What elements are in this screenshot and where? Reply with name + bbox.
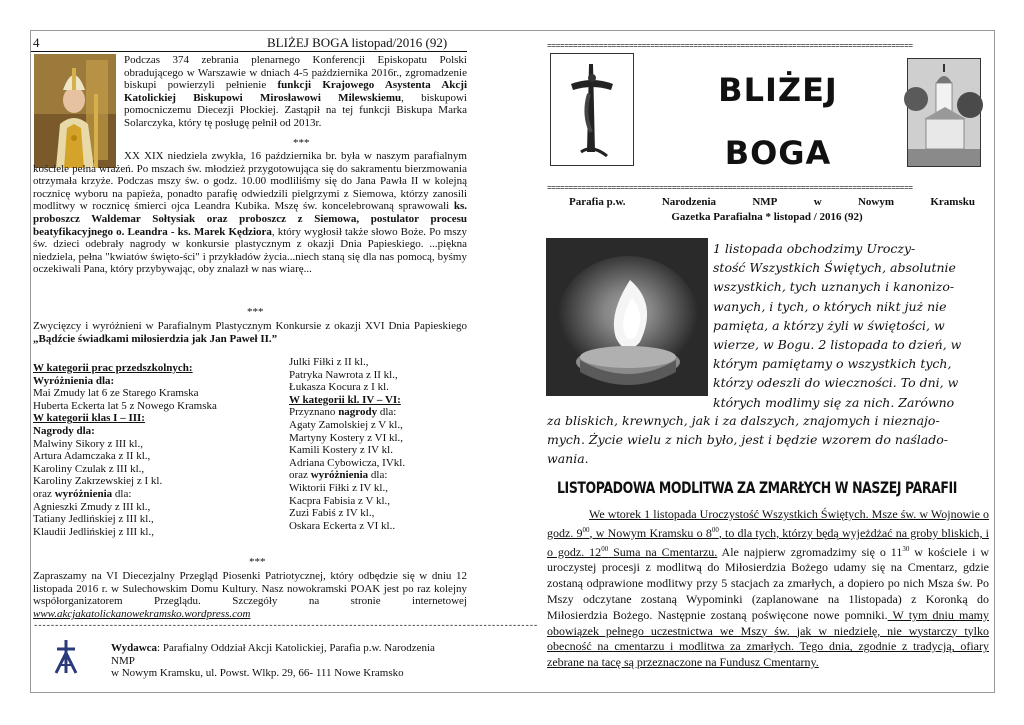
- publisher-line-1: : Parafialny Oddział Akcji Katolickiej, Parafia p.w. Narodzenia NMP: [111, 642, 435, 667]
- masthead-rule-top: =====================================================================================: [547, 42, 913, 51]
- contest-intro-text: Zwycięzcy i wyróżnieni w Parafialnym Plastycznym Konkursie z okazji XVI Dnia Papieskiego: [33, 320, 467, 332]
- handwritten-line: wanych, i tych, o których nikt już nie: [713, 298, 947, 314]
- newsletter-sheet: [30, 30, 995, 693]
- akcja-katolicka-logo: [53, 639, 79, 675]
- winner-line: Klaudii Jedlińskiej z III kl.,: [33, 525, 154, 538]
- parish-word: w: [813, 196, 822, 208]
- website-link[interactable]: www.akcjakatolickanowekramsko.wordpress.com: [33, 607, 251, 620]
- sunday-article-bold: ks. proboszcz Waldemar Sołtysiak oraz proboszcz z Siemowa, postulator procesu beatyfikacyjnego o. Leandra - ks. Marek Kędziora: [33, 200, 467, 238]
- parish-word: Narodzenia: [661, 196, 717, 208]
- separator-stars-2: ***: [247, 306, 264, 318]
- winner-line: Karoliny Zakrzewskiej z I kl.: [33, 475, 163, 488]
- handwritten-line: za bliskich, krewnych, jak i za dalszych, znajomych i nieznajo-: [547, 413, 940, 428]
- winner-line: Przyznano nagrody dla:: [289, 406, 397, 419]
- masthead-title-line-1: BLIŻEJ: [718, 71, 838, 109]
- parish-word: NMP: [752, 196, 778, 208]
- prayer-heading: LISTOPADOWA MODLITWA ZA ZMARŁYCH W NASZEJ PARAFII: [557, 478, 958, 497]
- masthead-title-line-2: BOGA: [724, 134, 832, 172]
- prayer-article-gather: Ale najpierw zgromadzimy się o 11: [717, 544, 903, 559]
- handwritten-line: wania.: [547, 451, 589, 467]
- handwritten-line: którym pamiętamy o wszystkich tych,: [713, 356, 952, 372]
- winners-column-1: [33, 362, 273, 538]
- sunday-article-text-1: XX XIX niedziela zwykła, 16 października br. była w naszym parafialnym kościele pełna wrażeń. Po mszach św. młodzież przygotowująca się do sakramentu bierzmowania otrzymała krzyże. Podczas mszy św. o godz. 10.00 modliliśmy się do Jana Pawła II w kolejną rocznicę wyboru na papieża, ponadto parafię odwiedzili pielgrzymi z Siemowa, którzy zanosili modlitwy w rocznicę śmierci ojca Leandra Kubika. Mszę św. koncelebrowaną sprawowali: [33, 150, 467, 213]
- dashed-rule: ------------------------------------------------------------------------------------------------------------------------: [33, 621, 538, 631]
- winner-line: oraz wyróżnienia dla:: [33, 487, 132, 500]
- page-number: 4: [33, 35, 40, 50]
- parish-line: [569, 196, 975, 208]
- contest-intro: [33, 320, 467, 345]
- publisher-label: Wydawca: [111, 642, 158, 654]
- handwritten-line: wszystkich, tych uznanych i kanonizo-: [713, 279, 955, 295]
- sunday-article: [33, 150, 467, 276]
- header-rule: [31, 51, 467, 52]
- handwritten-line: którzy odeszli do wieczności. To dni, w: [713, 375, 959, 391]
- running-header: BLIŻEJ BOGA listopad/2016 (92): [267, 35, 448, 50]
- sunday-article-text-2: , który wygłosił także słowo Boże. Po mszy św. dzieci odebrały nagrody w konkursie plastycznym z okazji Dnia Papieskiego. ...piękna niedziela, pełna "kwiatów święto-ści" i przykładów życia...niech staną się dla nas pomocą, byśmy oczekiwali Pana, który przybywając, oby znalazł w nas wiarę...: [33, 225, 467, 276]
- bishop-article-text-2: , biskupowi pomocniczemu Diecezji Płockiej. Zastąpił na tej funkcji Biskupa Marka Solarczyka, który tę posługę pełnił od 2013r.: [124, 91, 467, 129]
- publisher-line-2: w Nowym Kramsku, ul. Powst. Wlkp. 29, 66- 111 Nowe Kramsko: [111, 667, 404, 680]
- gazette-line: Gazetka Parafialna * listopad / 2016 (92): [671, 211, 863, 223]
- winner-line: Martyny Kostery z VI kl.,: [289, 431, 404, 444]
- winner-line: Wiktorii Fiłki z IV kl.,: [289, 481, 388, 494]
- parish-word: Nowym: [857, 196, 895, 208]
- winner-line: Mai Zmudy lat 6 ze Starego Kramska: [33, 387, 199, 400]
- parish-word: Kramsku: [930, 196, 975, 208]
- winner-line: Łukasza Kocura z I kl.: [289, 381, 389, 394]
- masthead-rule-bottom: =====================================================================================: [547, 184, 913, 193]
- winner-line: Adriana Cybowicza, IVkl.: [289, 456, 406, 469]
- prayer-article-intro: We wtorek 1 listopada Uroczystość Wszystkich Świętych. Msze św. w Wojnowie o godz. $9^{00}$, w Nowym Kramsku o $8^{00}$, to dla tych, którzy będą wyjeżdżać na groby bliskich, i o godz. $12^{00}$ Suma na Cmentarzu.: [547, 507, 990, 559]
- winner-line: W kategorii kl. IV – VI:: [289, 393, 401, 406]
- separator-stars-3: ***: [249, 556, 266, 568]
- bishop-article-text-1: Podczas 374 zebrania plenarnego Konferencji Episkopatu Polski obradującego w Warszawie w dniach 4-5 października 2016r., zgromadzenie biskupi powierzyli pełnienie: [124, 54, 467, 92]
- prayer-article: We wtorek 1 listopada Uroczystość Wszystkich Świętych. Msze św. w Wojnowie o godz. $9^{00}$, w Nowym Kramsku o $8^{00}$, to dla tych, którzy będą wyjeżdżać na groby bliskich, i o godz. $12^{00}$ Suma na Cmentarzu. Ale najpierw zgromadzimy się o $11^{30}$ w kościele i w uroczystej procesji z modlitwą do Miłosierdzia Bożego udamy się na Cmentarz, gdzie zostaną odprawione modlitwy przy 5 stacjach za zmarłych, a dopiero po nich Msza św. Po Mszy odczytane zostaną Wypominki (zaplanowane na 1listopada) z Koronką do Miłosierdzia Bożego. Następnie zostaną poświęcone nowe pomniki. W tym dniu mamy obowiązek pełnego uczestnictwa we Mszy św. jak w niedzielę, nie wystarczy tylko obecność na cmentarzu i modlitwa za zmarłych. Tego dnia, zgodnie z tradycją, ofiary zebrane na tacę są przeznaczone na Fundusz Cmentarny.: [547, 507, 990, 670]
- winner-line: Agaty Zamolskiej z V kl.,: [289, 418, 403, 431]
- winner-line: Tatiany Jedlińskiej z III kl.,: [33, 513, 154, 526]
- separator-stars-1: ***: [293, 137, 310, 149]
- parish-word: Parafia p.w.: [569, 196, 626, 208]
- winner-line: W kategorii prac przedszkolnych:: [33, 362, 193, 374]
- winner-line: Artura Adamczaka z II kl.,: [33, 450, 151, 463]
- all-saints-handwritten-right: [713, 239, 991, 412]
- winner-line: oraz wyróżnienia dla:: [289, 469, 388, 482]
- winner-line: Nagrody dla:: [33, 424, 95, 437]
- bishop-article-bold: funkcji Krajowego Asystenta Akcji Katolickiej Biskupowi Mirosławowi Milewskiemu: [124, 79, 468, 104]
- winner-line: Malwiny Sikory z III kl.,: [33, 437, 143, 450]
- handwritten-line: stość Wszystkich Świętych, absolutnie: [713, 260, 956, 276]
- winner-line: W kategorii klas I – III:: [33, 412, 145, 425]
- candle-photo: [546, 238, 708, 396]
- winner-line: Patryka Nawrota z II kl.,: [289, 368, 398, 381]
- handwritten-line: 1 listopada obchodzimy Uroczy-: [713, 241, 916, 256]
- winner-line: Oskara Eckerta z VI kl..: [289, 519, 396, 532]
- church-image: [907, 58, 981, 167]
- prayer-article-body: w kościele i w uroczystej procesji z modlitwą do Miłosierdzia Bożego udamy się na Cmentarz, gdzie zostaną odprawione modlitwy przy 5 stacjach za zmarłych, a dopiero po nich Msza św. Po Mszy odczytane zostaną Wypominki (zaplanowane na 1listopada) z Koronką do Miłosierdzia Bożego. Następnie zostaną poświęcone nowe pomniki.: [547, 544, 990, 622]
- all-saints-handwritten-full: [547, 411, 991, 469]
- bishop-article: [124, 54, 467, 130]
- contest-title: „Bądźcie świadkami miłosierdzia jak Jan Paweł II.”: [33, 332, 278, 345]
- handwritten-line: których modlimy się za nich. Zarówno: [713, 394, 955, 410]
- winner-line: Agnieszki Zmudy z III kl.,: [33, 500, 151, 513]
- prayer-article-obligation: W tym dniu mamy obowiązek pełnego uczestnictwa we Mszy św. jak w niedzielę, nie wystarczy tylko obecność na cmentarzu i modlitwa za zmarłych. Tego dnia, zgodnie z tradycją, ofiary zebrane na tacę są przeznaczone na Fundusz Cmentarny.: [547, 607, 990, 670]
- winner-line: Kacpra Fabisia z V kl.,: [289, 494, 391, 507]
- winner-line: Zuzi Fabiś z IV kl.,: [289, 507, 375, 520]
- handwritten-line: mych. Życie wielu z nich było, jest i będzie wzorem do naślado-: [547, 432, 949, 448]
- handwritten-line: pamięta, a którzy żyli w świętości, w: [713, 317, 945, 333]
- winner-line: Julki Fiłki z II kl.,: [289, 356, 369, 368]
- winner-line: Huberta Eckerta lat 5 z Nowego Kramska: [33, 399, 217, 412]
- winner-line: Karoliny Czulak z III kl.,: [33, 462, 145, 475]
- handwritten-line: wierze, w Bogu. 2 listopada to dzień, w: [713, 337, 962, 353]
- winners-column-2: [289, 356, 469, 532]
- festival-invitation-text: Zapraszamy na VI Diecezjalny Przegląd Piosenki Patriotycznej, który odbędzie się w dniu 12 listopada 2016 r. w Sulechowskim Domu Kultury. Nasz nowokramski POAK jest po raz kolejny współorganizatorem Przeglądu. Szczegóły na stronie internetowej: [33, 570, 467, 608]
- crucifix-image: [550, 53, 634, 166]
- festival-invitation: [33, 570, 467, 620]
- winner-line: Wyróżnienia dla:: [33, 374, 115, 387]
- publisher-info: [111, 642, 461, 680]
- winner-line: Kamili Kostery z IV kl.: [289, 444, 393, 457]
